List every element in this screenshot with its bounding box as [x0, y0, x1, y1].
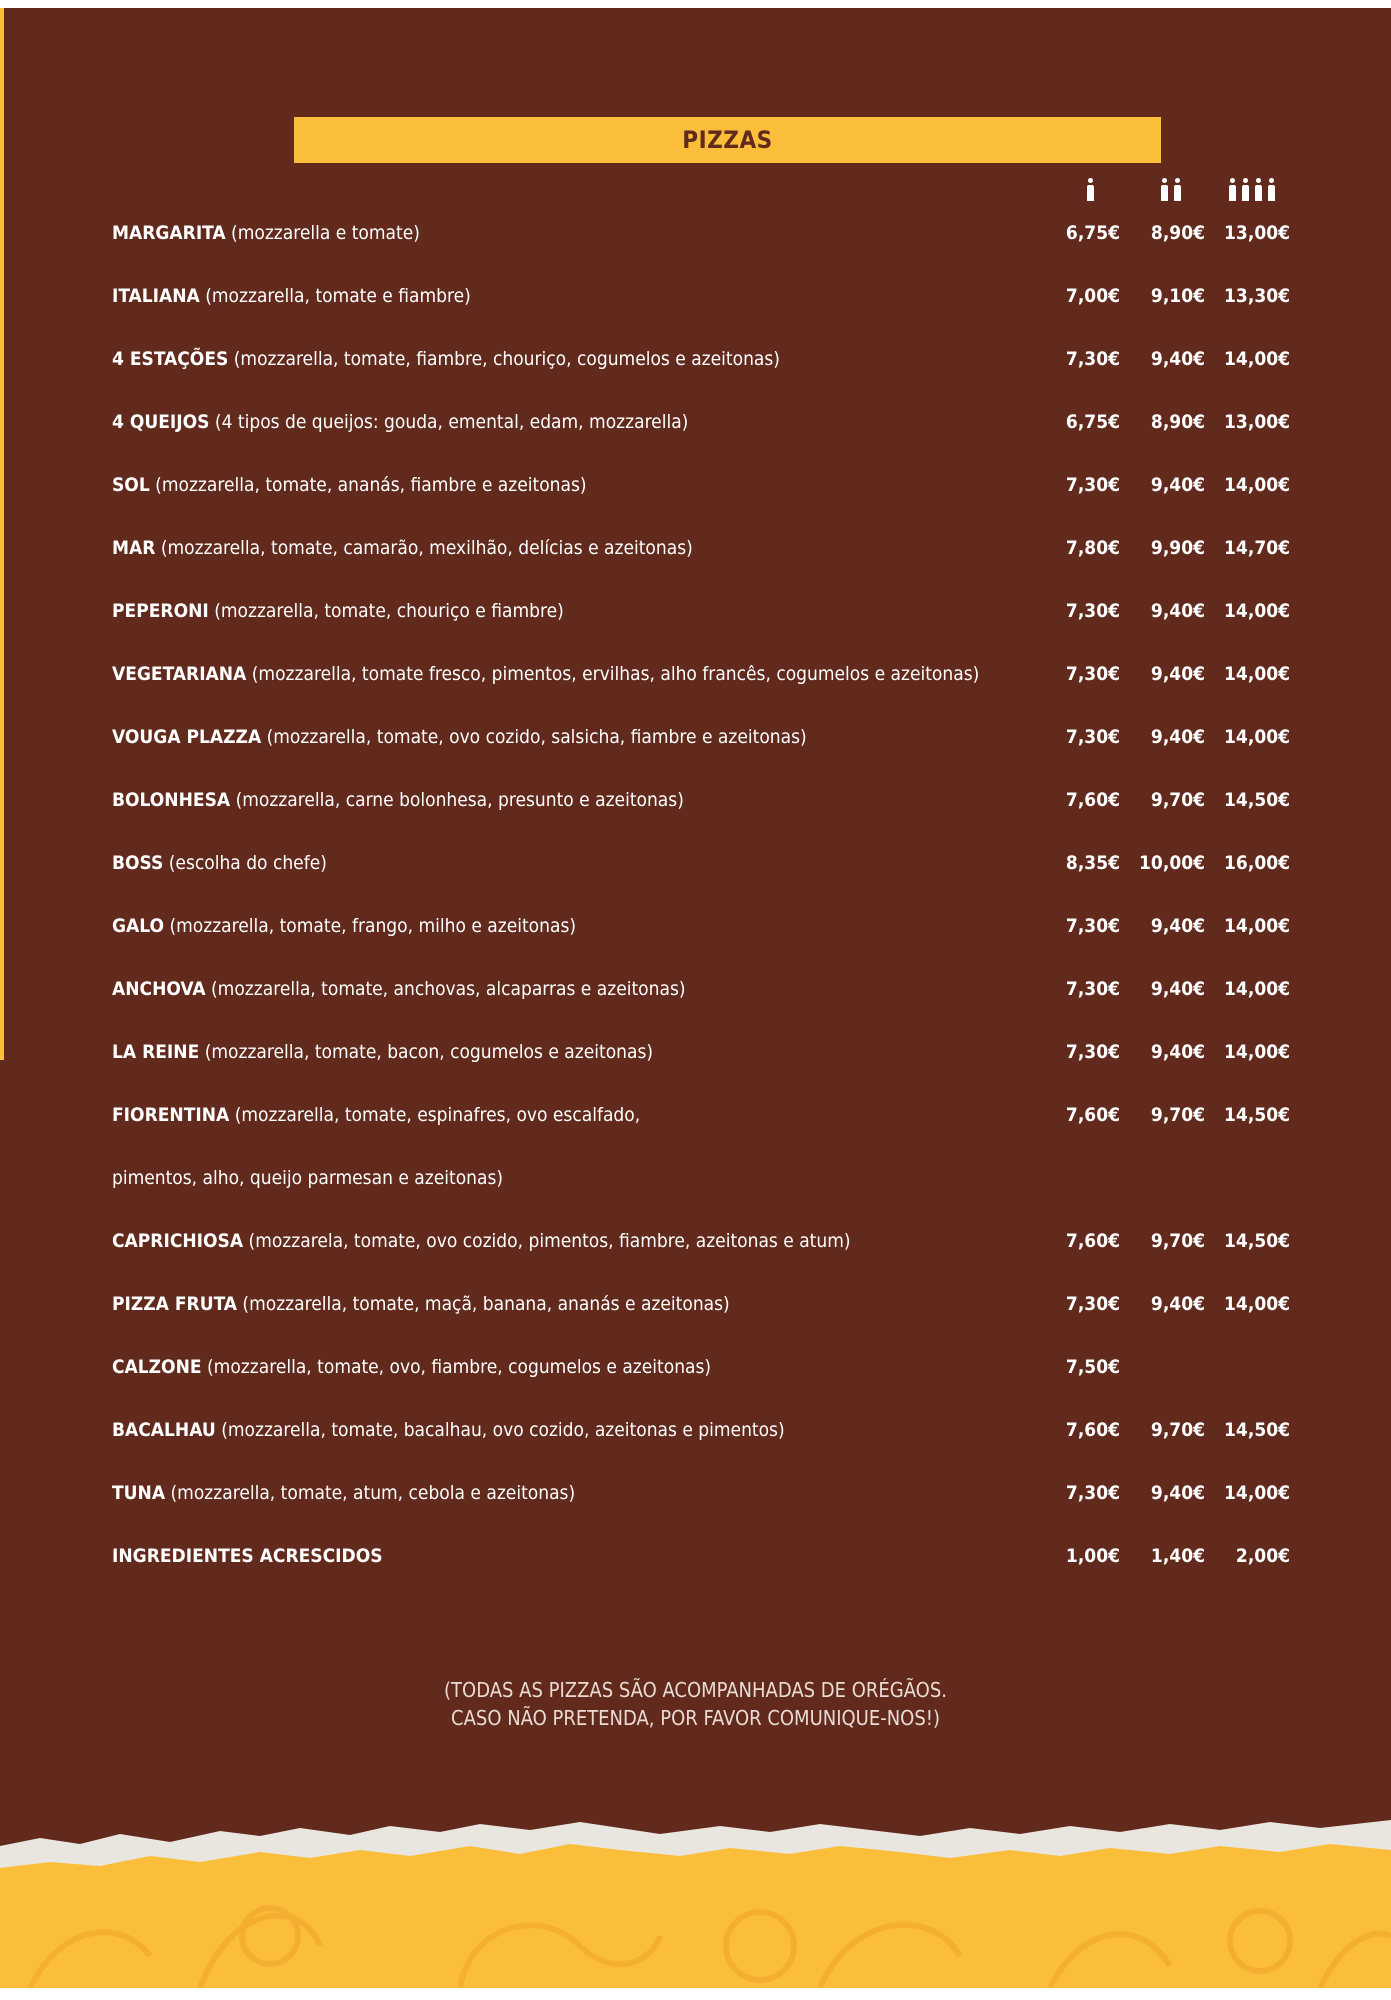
price-four: 14,00€	[1224, 915, 1290, 937]
price-four: 13,30€	[1224, 285, 1290, 307]
menu-item-name: 4 ESTAÇÕES	[112, 348, 229, 370]
menu-item-description: (mozzarella, tomate, ananás, fiambre e azeitonas)	[155, 474, 587, 496]
price-single: 7,30€	[1065, 348, 1120, 370]
menu-item-name: BACALHAU	[112, 1419, 216, 1441]
menu-item-name: PIZZA FRUTA	[112, 1293, 237, 1315]
menu-item-name: INGREDIENTES ACRESCIDOS	[112, 1545, 383, 1567]
price-single: 7,30€	[1065, 978, 1120, 1000]
torn-paper-decoration	[0, 1816, 1391, 1988]
menu-item-description: (mozzarella, tomate fresco, pimentos, ervilhas, alho francês, cogumelos e azeitonas)	[251, 663, 980, 685]
menu-item-name: 4 QUEIJOS	[112, 411, 210, 433]
menu-page	[0, 8, 1391, 1988]
price-four: 14,70€	[1224, 537, 1290, 559]
price-single: 1,00€	[1065, 1545, 1120, 1567]
price-two: 1,40€	[1150, 1545, 1205, 1567]
menu-item-row	[0, 582, 1391, 645]
menu-item-name: VOUGA PLAZZA	[112, 726, 262, 748]
price-single: 6,75€	[1065, 411, 1120, 433]
menu-item-text	[112, 474, 587, 496]
price-two: 9,40€	[1150, 474, 1205, 496]
menu-item-name: LA REINE	[112, 1041, 200, 1063]
menu-item-description: (mozzarella, carne bolonhesa, presunto e azeitonas)	[235, 789, 684, 811]
menu-item-description: (escolha do chefe)	[168, 852, 327, 874]
price-single: 7,30€	[1065, 1293, 1120, 1315]
menu-item-description: (mozzarella, tomate, ovo, fiambre, cogumelos e azeitonas)	[207, 1356, 712, 1378]
price-four: 14,50€	[1224, 1419, 1290, 1441]
price-two: 10,00€	[1139, 852, 1205, 874]
menu-item-name: BOLONHESA	[112, 789, 231, 811]
menu-item-text	[112, 348, 780, 370]
menu-item-text	[112, 978, 686, 1000]
price-four: 14,50€	[1224, 1104, 1290, 1126]
menu-item-row	[0, 708, 1391, 771]
price-single: 7,80€	[1065, 537, 1120, 559]
menu-item-description: (mozzarella, tomate, maçã, banana, ananás e azeitonas)	[242, 1293, 730, 1315]
menu-item-name: TUNA	[112, 1482, 166, 1504]
menu-item-row	[0, 771, 1391, 834]
footer-note	[0, 1676, 1391, 1732]
menu-item-name: PEPERONI	[112, 600, 209, 622]
menu-item-row	[0, 834, 1391, 897]
menu-item-row	[0, 960, 1391, 1023]
price-two: 9,70€	[1150, 1104, 1205, 1126]
menu-item-description: (mozzarella, tomate e fiambre)	[205, 285, 471, 307]
price-two: 9,70€	[1150, 1419, 1205, 1441]
menu-item-row	[0, 330, 1391, 393]
price-two: 9,40€	[1150, 1293, 1205, 1315]
price-four: 14,00€	[1224, 978, 1290, 1000]
menu-item-text	[112, 726, 807, 748]
price-two: 9,90€	[1150, 537, 1205, 559]
price-four: 14,00€	[1224, 726, 1290, 748]
menu-item-description: (mozzarella, tomate, fiambre, chouriço, cogumelos e azeitonas)	[233, 348, 780, 370]
menu-item-row	[0, 1527, 1391, 1590]
menu-item-name: CAPRICHIOSA	[112, 1230, 244, 1252]
menu-item-row	[0, 645, 1391, 708]
menu-item-name: FIORENTINA	[112, 1104, 230, 1126]
price-two: 8,90€	[1150, 411, 1205, 433]
menu-item-text	[112, 1041, 653, 1063]
menu-item-row	[0, 456, 1391, 519]
price-two: 9,40€	[1150, 915, 1205, 937]
menu-item-row	[0, 1149, 1391, 1212]
menu-item-text	[112, 600, 564, 622]
price-single: 6,75€	[1065, 222, 1120, 244]
price-four: 13,00€	[1224, 222, 1290, 244]
price-two: 9,40€	[1150, 726, 1205, 748]
price-single: 7,30€	[1065, 600, 1120, 622]
menu-item-description: (mozzarella, tomate, frango, milho e azeitonas)	[169, 915, 577, 937]
price-two: 9,40€	[1150, 1041, 1205, 1063]
menu-item-description: (mozzarella, tomate, ovo cozido, salsicha, fiambre e azeitonas)	[266, 726, 807, 748]
price-two: 9,40€	[1150, 348, 1205, 370]
menu-item-row	[0, 1338, 1391, 1401]
two-persons-icon	[1160, 178, 1186, 204]
price-single: 7,50€	[1065, 1356, 1120, 1378]
price-four: 2,00€	[1235, 1545, 1290, 1567]
menu-item-name: MARGARITA	[112, 222, 226, 244]
menu-item-text	[112, 1104, 640, 1126]
price-four: 14,50€	[1224, 1230, 1290, 1252]
menu-item-description: (mozzarella, tomate, bacalhau, ovo cozido, azeitonas e pimentos)	[221, 1419, 785, 1441]
price-single: 7,30€	[1065, 474, 1120, 496]
menu-item-text	[112, 852, 327, 874]
menu-item-description: (mozzarella, tomate, espinafres, ovo escalfado,	[234, 1104, 641, 1126]
menu-item-list	[0, 204, 1391, 1590]
price-single: 7,00€	[1065, 285, 1120, 307]
menu-item-row	[0, 267, 1391, 330]
menu-item-description: (mozzarella e tomate)	[231, 222, 420, 244]
menu-item-row	[0, 519, 1391, 582]
menu-item-name: VEGETARIANA	[112, 663, 247, 685]
menu-item-text	[112, 789, 684, 811]
price-four: 14,00€	[1224, 600, 1290, 622]
menu-item-text	[112, 411, 688, 433]
menu-item-text	[112, 663, 979, 685]
price-two: 9,70€	[1150, 1230, 1205, 1252]
menu-item-text	[112, 222, 420, 244]
price-single: 7,30€	[1065, 1041, 1120, 1063]
menu-item-description: (mozzarella, tomate, camarão, mexilhão, delícias e azeitonas)	[160, 537, 693, 559]
price-four: 14,00€	[1224, 663, 1290, 685]
menu-item-row	[0, 897, 1391, 960]
menu-item-text	[112, 537, 693, 559]
price-four: 16,00€	[1224, 852, 1290, 874]
menu-item-row	[0, 1212, 1391, 1275]
footer-line-2: CASO NÃO PRETENDA, POR FAVOR COMUNIQUE-NOS!)	[451, 1706, 940, 1730]
price-single: 8,35€	[1065, 852, 1120, 874]
menu-item-row	[0, 1086, 1391, 1149]
price-four: 14,00€	[1224, 1041, 1290, 1063]
price-two: 9,40€	[1150, 663, 1205, 685]
footer-line-1: (TODAS AS PIZZAS SÃO ACOMPANHADAS DE ORÉGÃOS.	[444, 1678, 947, 1702]
price-two: 9,40€	[1150, 978, 1205, 1000]
menu-item-name: MAR	[112, 537, 156, 559]
four-persons-icon	[1228, 178, 1280, 204]
price-single: 7,30€	[1065, 1482, 1120, 1504]
menu-item-text	[112, 1419, 785, 1441]
menu-item-text	[112, 285, 471, 307]
menu-item-row	[0, 1275, 1391, 1338]
menu-item-description: (mozzarella, tomate, anchovas, alcaparras e azeitonas)	[211, 978, 686, 1000]
menu-item-row	[0, 204, 1391, 267]
menu-item-name: SOL	[112, 474, 150, 496]
menu-item-description: (mozzarella, tomate, atum, cebola e azeitonas)	[170, 1482, 576, 1504]
price-four: 14,50€	[1224, 789, 1290, 811]
price-two: 9,70€	[1150, 789, 1205, 811]
menu-item-name: GALO	[112, 915, 164, 937]
price-single: 7,30€	[1065, 915, 1120, 937]
menu-item-description: (mozzarella, tomate, chouriço e fiambre)	[214, 600, 564, 622]
price-single: 7,60€	[1065, 1230, 1120, 1252]
price-four: 13,00€	[1224, 411, 1290, 433]
menu-item-text	[112, 1293, 730, 1315]
menu-item-row	[0, 393, 1391, 456]
menu-item-row	[0, 1401, 1391, 1464]
menu-item-name: CALZONE	[112, 1356, 202, 1378]
price-four: 14,00€	[1224, 1293, 1290, 1315]
menu-item-text	[112, 1230, 851, 1252]
menu-item-text	[112, 1545, 383, 1567]
person-icon	[1086, 178, 1099, 204]
menu-item-row	[0, 1023, 1391, 1086]
price-single: 7,30€	[1065, 726, 1120, 748]
menu-item-text	[112, 1167, 503, 1189]
menu-item-text	[112, 1482, 575, 1504]
price-two: 9,40€	[1150, 1482, 1205, 1504]
price-four: 14,00€	[1224, 348, 1290, 370]
menu-item-description: (mozzarela, tomate, ovo cozido, pimentos, fiambre, azeitonas e atum)	[248, 1230, 851, 1252]
menu-item-description: (4 tipos de queijos: gouda, emental, edam, mozzarella)	[214, 411, 689, 433]
price-two: 9,10€	[1150, 285, 1205, 307]
price-two: 8,90€	[1150, 222, 1205, 244]
price-two: 9,40€	[1150, 600, 1205, 622]
menu-item-name: ANCHOVA	[112, 978, 206, 1000]
price-single: 7,60€	[1065, 1419, 1120, 1441]
price-single: 7,60€	[1065, 1104, 1120, 1126]
menu-item-name: BOSS	[112, 852, 164, 874]
menu-item-description: (mozzarella, tomate, bacon, cogumelos e azeitonas)	[204, 1041, 654, 1063]
price-single: 7,30€	[1065, 663, 1120, 685]
price-four: 14,00€	[1224, 474, 1290, 496]
section-title: PIZZAS	[682, 126, 773, 154]
price-single: 7,60€	[1065, 789, 1120, 811]
menu-item-row	[0, 1464, 1391, 1527]
menu-item-text	[112, 1356, 711, 1378]
price-four: 14,00€	[1224, 1482, 1290, 1504]
menu-item-name: ITALIANA	[112, 285, 200, 307]
menu-item-text	[112, 915, 576, 937]
menu-item-description: pimentos, alho, queijo parmesan e azeitonas)	[112, 1167, 504, 1189]
section-title-bar	[294, 117, 1161, 163]
